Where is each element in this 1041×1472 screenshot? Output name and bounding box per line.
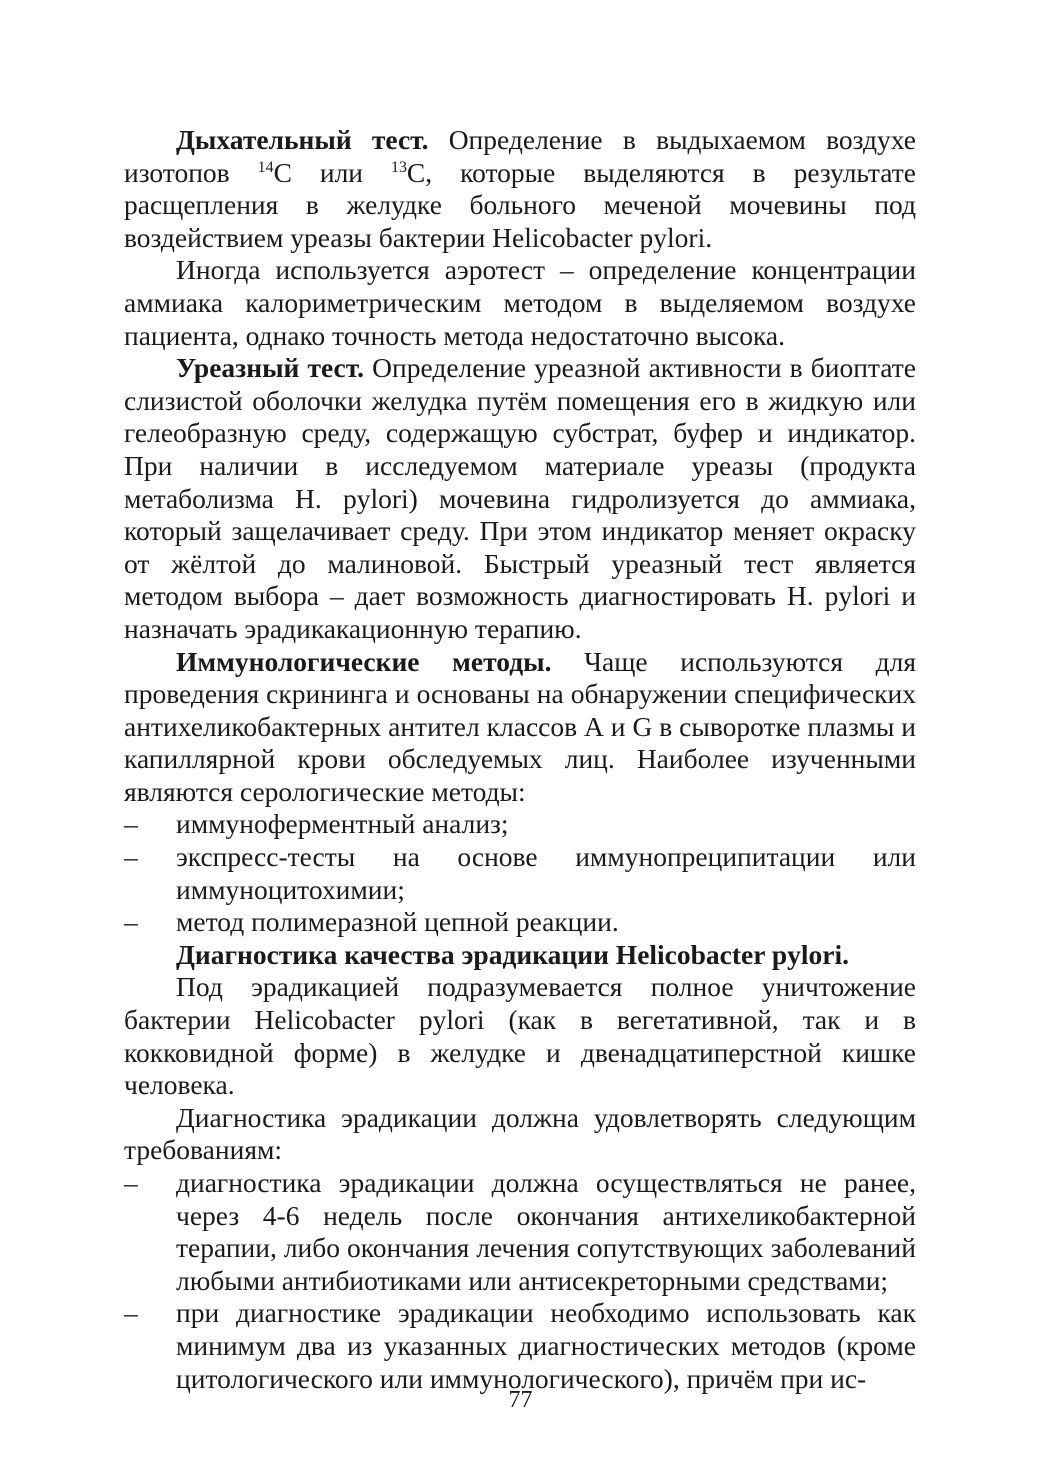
list-item-text: иммуноферментный анализ; [176, 808, 509, 840]
urease-test-lead: Уреазный тест. [176, 352, 365, 384]
list-item-text: при диагностике эрадикации необходимо использовать как минимум два из указанных диагностических методов (кроме цитологического или иммунологического), причём при ис- [176, 1297, 916, 1394]
list-item [124, 808, 916, 841]
immunological-text: Чаще используются для проведения скрининга и основаны на обнаружении специфических антихеликобактерных антител классов А и G в сыворотке плазмы и капиллярной крови обследуемых лиц. Наиболее изученными являются серологические методы: [124, 645, 917, 807]
requirements-list [124, 1167, 916, 1395]
breath-test-text-1: Определение в выдыхаемом воздухе изотопов [124, 124, 916, 188]
dash-marker: – [124, 841, 138, 873]
urease-test-text: Определение уреазной активности в биоптате слизистой оболочки желудка путём помещения его в жидкую или гелеобразную среду, содержащую субстрат, буфер и индикатор. При наличии в исследуемом материале уреазы (продукта метаболизма H. pylori) мочевина гидролизуется до аммиака, который защелачивает среду. При этом индикатор меняет окраску от жёлтой до малиновой. Быстрый уреазный тест является методом выбора – дает возможность диагностировать H. pylori и назначать эрадикакационную терапию. [124, 352, 916, 644]
paragraph-breath-test [124, 124, 916, 254]
breath-test-text-2: С или [273, 156, 391, 188]
methods-list [124, 808, 916, 938]
paragraph-eradication-requirements: Диагностика эрадикации должна удовлетворять следующим требованиям: [124, 1101, 916, 1166]
paragraph-aerotest: Иногда используется аэротест – определение концентрации аммиака калориметрическим методом в выделяемом воздухе пациента, однако точность метода недостаточно высока. [124, 254, 916, 351]
list-item-text: экспресс-тесты на основе иммунопреципитации или иммуноцитохимии; [176, 841, 916, 905]
immunological-lead: Иммунологические методы. [176, 645, 552, 677]
breath-test-lead: Дыхательный тест. [176, 124, 429, 155]
paragraph-urease-test [124, 352, 916, 645]
list-item [124, 1297, 916, 1395]
eradication-heading: Диагностика качества эрадикации Helicobacter pylori. [176, 938, 849, 970]
list-item-text: диагностика эрадикации должна осуществляться не ранее, через 4-6 недель после окончания антихеликобактерной терапии, либо окончания лечения сопутствующих заболеваний любыми антибиотиками или антисекреторными средствами; [176, 1167, 916, 1296]
list-item [124, 906, 916, 939]
list-item-text: метод полимеразной цепной реакции. [176, 906, 619, 938]
dash-marker: – [124, 1167, 138, 1198]
isotope-13-sup: 13 [390, 158, 407, 176]
dash-marker: – [124, 1297, 138, 1329]
page-body [124, 124, 916, 1395]
paragraph-eradication-definition: Под эрадикацией подразумевается полное уничтожение бактерии Helicobacter pylori (как в вегетативной, так и в кокковидной форме) в желудке и двенадцатиперстной кишке человека. [124, 971, 916, 1101]
breath-test-text-3: С, которые выделяются в результате расщепления в желудке больного меченой мочевины под воздействием уреазы бактерии Helicobacter pylori. [124, 156, 916, 253]
dash-marker: – [124, 808, 138, 840]
page-number: 77 [508, 1387, 533, 1413]
list-item [124, 841, 916, 906]
list-item [124, 1167, 916, 1297]
dash-marker: – [124, 906, 138, 938]
isotope-14-sup: 14 [257, 158, 274, 176]
paragraph-immunological [124, 646, 916, 809]
